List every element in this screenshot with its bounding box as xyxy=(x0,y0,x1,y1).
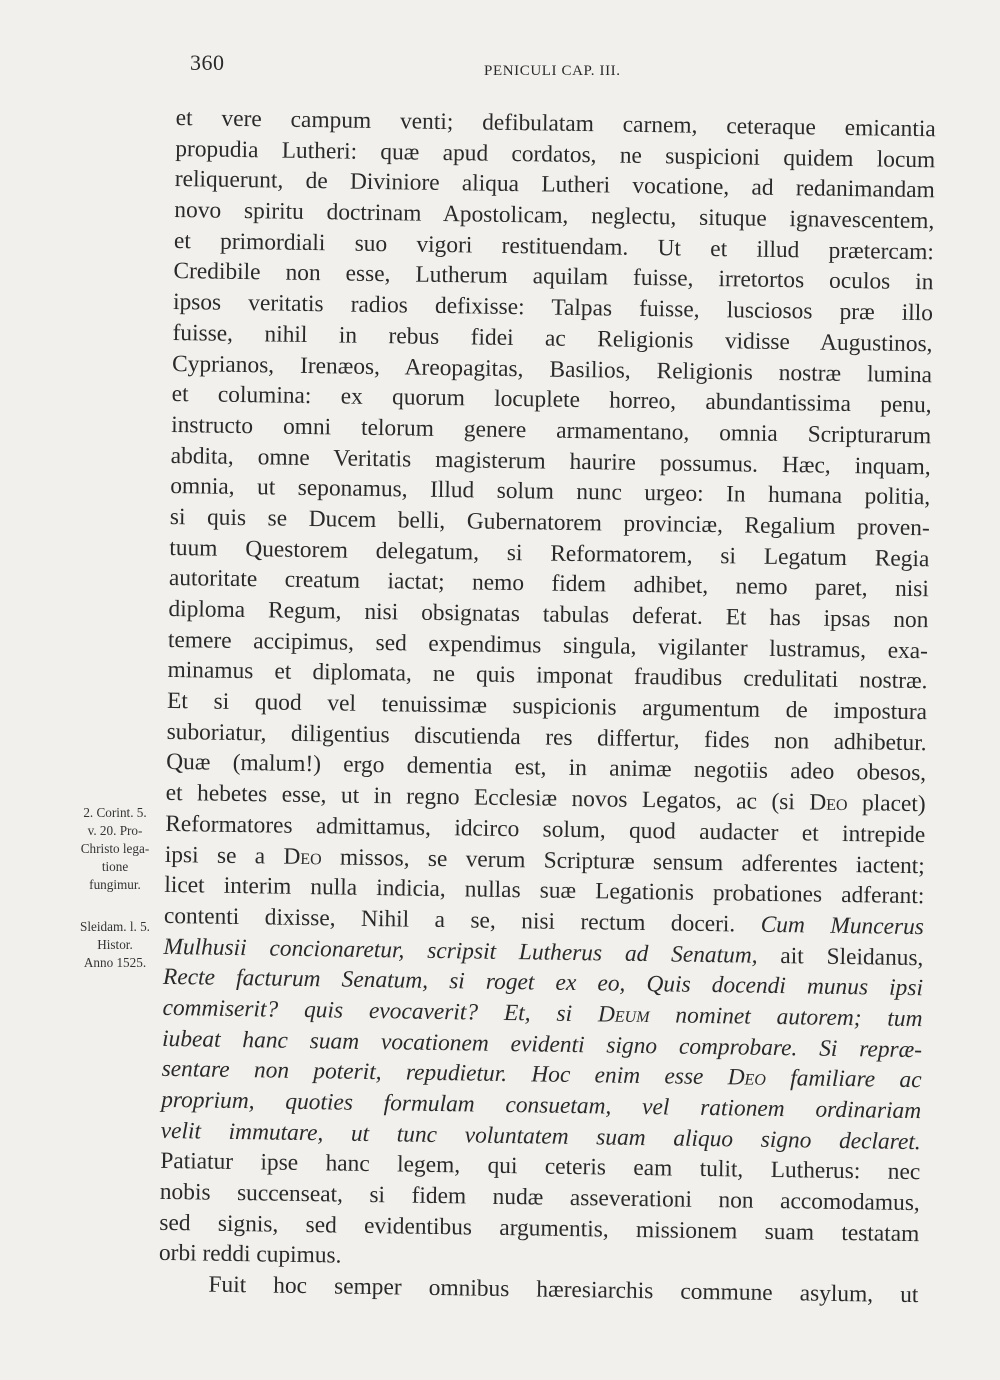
text-line: Fuit hoc semper omnibus hæresiarchis commune asylum, ut xyxy=(208,1271,919,1309)
text-line: proprium, quoties formulam consuetam, vel rationem ordinariam xyxy=(161,1086,922,1125)
marginal-line: fungimur. xyxy=(89,877,141,892)
italic-quote: Cum Muncerus xyxy=(760,911,925,941)
text-line: Recte facturum Senatum, si roget ex eo, Quis docendi munus ipsi xyxy=(162,964,924,1002)
marginal-line: 2. Corint. 5. xyxy=(83,805,147,820)
text-line: ipsos veritatis radios defixisse: Talpas fuisse, lusciosos præ illo xyxy=(172,289,934,327)
deum-small-caps: Deum xyxy=(597,1001,650,1029)
text-line: sed signis, sed evidentibus argumentis, missionem suam testatam xyxy=(159,1209,920,1247)
marginal-line: tione xyxy=(101,859,129,874)
text-line: Quæ (malum!) ergo dementia est, in animæ negotiis adeo obesos, xyxy=(166,749,927,787)
text-line: propudia Lutheri: quæ apud cordatos, ne suspicioni quidem locum xyxy=(175,135,936,173)
marginal-line: Histor. xyxy=(97,937,133,952)
text-line: Credibile non esse, Lutherum aquilam fuisse, irretortos oculos in xyxy=(173,258,934,296)
text-span: ait Sleidanus, xyxy=(757,942,924,971)
text-line: orbi reddi cupimus. xyxy=(158,1240,342,1270)
text-span: familiare ac xyxy=(765,1065,922,1094)
marginal-note-sleidanus xyxy=(60,918,170,972)
text-line: omnia, ut seponamus, Illud solum nunc urgeo: In humana politia, xyxy=(170,473,931,511)
text-line: reliquerunt, de Diviniore aliqua Lutheri vocatione, ad redanimandam xyxy=(174,166,935,204)
text-line: suboriatur, diligentius discutienda res differtur, fides non adhibetur. xyxy=(166,718,927,756)
text-line: novo spiritu doctrinam Apostolicam, neglectu, situque ignavescentem, xyxy=(174,197,935,235)
text-span: sentare non poterit, repudietur. Hoc enim esse xyxy=(161,1056,728,1091)
body-text xyxy=(158,103,936,1311)
text-line: minamus et diplomata, ne quis imponat fraudibus credulitati nostræ. xyxy=(167,657,928,695)
text-line: diploma Regum, nisi obsignatas tabulas deferat. Et has ipsas non xyxy=(168,595,929,634)
text-line: et vere campum venti; defibulatam carnem, ceteraque emicantia xyxy=(175,104,936,143)
text-line: Cyprianos, Irenæos, Areopagitas, Basilios, Religionis nostræ lumina xyxy=(171,350,933,388)
deo-small-caps: Deo xyxy=(809,789,848,817)
running-title: PENICULI CAP. III. xyxy=(484,63,621,79)
marginal-note-corinthians xyxy=(60,804,170,894)
text-line: abdita, omne Veritatis magisterum haurire possumus. Hæc, inquam, xyxy=(170,442,931,480)
deo-small-caps: Deo xyxy=(727,1064,767,1092)
marginal-line: Sleidam. l. 5. xyxy=(80,919,150,934)
text-line: et primordiali suo vigori restituendam. Ut et illud prætercam: xyxy=(173,227,935,266)
text-line: instructo omni telorum genere armamentano, omnia Scripturarum xyxy=(171,411,932,450)
text-line: Reformatores admittamus, idcirco solum, quod audacter et intrepide xyxy=(165,810,926,849)
text-line: fuisse, nihil in rebus fidei ac Religionis vidisse Augustinos, xyxy=(172,319,933,358)
text-line: autoritate creatum iactat; nemo fidem adhibet, nemo paret, nisi xyxy=(168,565,930,603)
text-line: iubeat hanc suam vocationem evidenti signo comprobare. Si repræ- xyxy=(161,1025,923,1063)
text-span: commiserit? quis evocaverit? Et, si xyxy=(162,994,599,1028)
italic-quote: Mulhusii concionaretur, scripsit Lutherus ad Senatum, xyxy=(163,933,758,969)
deo-small-caps: Deo xyxy=(283,843,322,870)
text-line: temere accipimus, sed expendimus singula, vigilanter lustramus, exa- xyxy=(167,626,929,664)
text-span: missos, se verum Scripturæ sensum adferentes iactent; xyxy=(321,843,925,879)
text-line: tuum Questorem delegatum, si Reformatorem, si Legatum Regia xyxy=(169,534,930,572)
text-line: licet interim nulla indicia, nullas suæ Legationis probationes adferant: xyxy=(164,872,925,910)
text-line: Patiatur ipse hanc legem, qui ceteris eam tulit, Lutherus: nec xyxy=(160,1148,921,1186)
text-line: et columina: ex quorum locuplete horreo, abundantissima penu, xyxy=(171,381,932,419)
text-span: contenti dixisse, Nihil a se, nisi rectum doceri. xyxy=(163,902,761,938)
text-span: ipsi se a xyxy=(164,841,284,870)
marginal-line: Christo lega- xyxy=(80,841,150,856)
text-span: nominet autorem; tum xyxy=(649,1002,923,1033)
text-span: et hebetes esse, ut in regno Ecclesiæ novos Legatos, ac (si xyxy=(165,780,810,816)
page-number: 360 xyxy=(190,50,225,75)
text-line: si quis se Ducem belli, Gubernatorem provinciæ, Regalium proven- xyxy=(169,503,930,542)
text-line: velit immutare, ut tunc voluntatem suam aliquo signo declaret. xyxy=(160,1117,921,1155)
text-line: Et si quod vel tenuissimæ suspicionis argumentum de impostura xyxy=(166,687,928,726)
text-span: placet) xyxy=(847,790,926,818)
marginal-line: v. 20. Pro- xyxy=(87,823,143,838)
text-line: nobis succenseat, si fidem nudæ asseverationi non accomodamus, xyxy=(159,1178,920,1217)
marginal-line: Anno 1525. xyxy=(83,955,147,970)
